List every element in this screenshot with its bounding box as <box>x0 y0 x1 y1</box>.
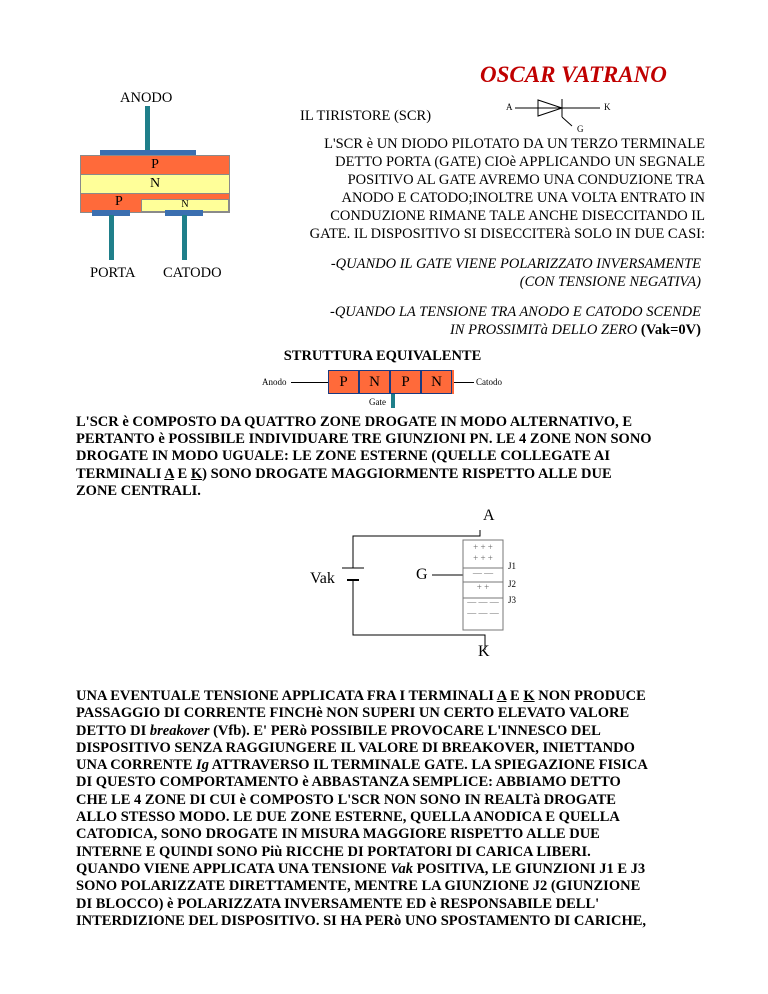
eq-gate-wire <box>391 394 395 408</box>
charges: + + + + + + — — + + — — — — — — <box>467 542 499 618</box>
case-2 <box>250 303 701 339</box>
zones-line: ZONE CENTRALI. <box>76 482 201 499</box>
eq-anode-wire <box>291 382 328 383</box>
circuit-k-label: K <box>478 643 490 660</box>
body-line: INTERDIZIONE DEL DISPOSITIVO. SI HA PERò UNO SPOSTAMENTO DI CARICHE, <box>76 912 647 929</box>
eq-cell: N <box>421 370 452 394</box>
gate-lead <box>109 215 114 260</box>
eq-cell: N <box>359 370 390 394</box>
symbol-g: G <box>577 124 584 134</box>
symbol-a: A <box>506 102 513 112</box>
body-line: ALLO STESSO MODO. LE DUE ZONE ESTERNE, QUELLA ANODICA E QUELLA <box>76 809 620 826</box>
eq-cell: P <box>390 370 421 394</box>
circuit-vak-label: Vak <box>310 570 335 587</box>
eq-anode-label: Anodo <box>262 377 287 387</box>
intro-line: L'SCR è UN DIODO PILOTATO DA UN TERZO TERMINALE <box>324 136 705 152</box>
body-line: DISPOSITIVO SENZA RAGGIUNGERE IL VALORE DI BREAKOVER, INIETTANDO <box>76 739 635 756</box>
j3-label: J3 <box>508 595 517 605</box>
subtitle: IL TIRISTORE (SCR) <box>300 108 432 124</box>
body-line: UNA CORRENTE Ig ATTRAVERSO IL TERMINALE GATE. LA SPIEGAZIONE FISICA <box>76 757 648 774</box>
zones-line: L'SCR è COMPOSTO DA QUATTRO ZONE DROGATE IN MODO ALTERNATIVO, E <box>76 414 633 430</box>
body-line: INTERNE E QUINDI SONO Più RICCHE DI PORTATORI DI CARICA LIBERI. <box>76 843 591 860</box>
body-line: QUANDO VIENE APPLICATA UNA TENSIONE Vak POSITIVA, LE GIUNZIONI J1 E J3 <box>76 860 646 877</box>
body-line: UNA EVENTUALE TENSIONE APPLICATA FRA I TERMINALI A E K NON PRODUCE <box>76 688 646 704</box>
case-1-line: -QUANDO IL GATE VIENE POLARIZZATO INVERSAMENTE <box>330 256 701 272</box>
body-line: DI QUESTO COMPORTAMENTO è ABBASTANZA SEMPLICE: ABBIAMO DETTO <box>76 774 621 791</box>
intro-line: POSITIVO AL GATE AVREMO UNA CONDUZIONE TRA <box>347 172 705 188</box>
gate-label: PORTA <box>90 265 136 281</box>
body-line: SONO POLARIZZATE DIRETTAMENTE, MENTRE LA GIUNZIONE J2 (GIUNZIONE <box>76 878 641 895</box>
layer-n-mid: N <box>80 174 230 194</box>
intro-line: GATE. IL DISPOSITIVO SI DISECCITERà SOLO IN DUE CASI: <box>309 226 705 242</box>
body-line: DETTO DI breakover (Vfb). E' PERò POSSIBILE PROVOCARE L'INNESCO DEL <box>76 722 601 739</box>
j1-label: J1 <box>508 561 517 571</box>
zones-paragraph <box>76 414 706 500</box>
layer-n-small: N <box>141 199 229 212</box>
zones-line: DROGATE IN MODO UGUALE: LE ZONE ESTERNE (QUELLE COLLEGATE AI <box>76 448 611 465</box>
body-line: CHE LE 4 ZONE DI CUI è COMPOSTO L'SCR NON SONO IN REALTà DROGATE <box>76 791 616 808</box>
cathode-label: CATODO <box>163 265 222 281</box>
case-2-italic: IN PROSSIMITà DELLO ZERO <box>449 322 641 338</box>
equivalent-title: STRUTTURA EQUIVALENTE <box>283 348 482 364</box>
body-paragraph <box>76 688 706 930</box>
layer-p-top: P <box>80 155 230 175</box>
symbol-k: K <box>604 102 611 112</box>
eq-cathode-wire <box>454 382 474 383</box>
vak-zero: (Vak=0V) <box>640 322 701 338</box>
scr-symbol <box>500 96 620 136</box>
eq-cell: P <box>328 370 359 394</box>
case-2-line <box>250 321 701 339</box>
case-2-line: -QUANDO LA TENSIONE TRA ANODO E CATODO SCENDE <box>330 304 701 320</box>
body-line: DI BLOCCO) è POLARIZZATA INVERSAMENTE ED è RESPONSABILE DELL' <box>76 895 600 912</box>
j2-label: J2 <box>508 579 517 589</box>
layer-p-bottom: P <box>80 193 230 213</box>
case-1-line: (CON TENSIONE NEGATIVA) <box>519 274 701 290</box>
intro-paragraph <box>250 135 705 243</box>
body-line: PASSAGGIO DI CORRENTE FINCHè NON SUPERI UN CERTO ELEVATO VALORE <box>76 705 630 722</box>
author-title: OSCAR VATRANO <box>480 62 667 87</box>
anode-label: ANODO <box>120 90 173 106</box>
circuit-a-label: A <box>483 507 495 524</box>
circuit-g-label: G <box>416 566 428 583</box>
intro-line: ANODO E CATODO;INOLTRE UNA VOLTA ENTRATO IN <box>341 190 705 206</box>
case-1 <box>250 255 701 291</box>
cathode-lead <box>182 215 187 260</box>
eq-gate-label: Gate <box>369 397 386 407</box>
eq-cathode-label: Catodo <box>476 377 502 387</box>
zones-line: PERTANTO è POSSIBILE INDIVIDUARE TRE GIUNZIONI PN. LE 4 ZONE NON SONO <box>76 431 652 448</box>
scr-symbol-icon <box>500 96 620 136</box>
circuit-diagram <box>300 500 530 670</box>
anode-lead <box>145 106 150 154</box>
body-line: CATODICA, SONO DROGATE IN MISURA MAGGIORE RISPETTO ALLE DUE <box>76 826 600 843</box>
intro-line: DETTO PORTA (GATE) CIOè APPLICANDO UN SEGNALE <box>335 154 705 170</box>
zones-line: TERMINALI A E K) SONO DROGATE MAGGIORMENTE RISPETTO ALLE DUE <box>76 465 612 482</box>
intro-line: CONDUZIONE RIMANE TALE ANCHE DISECCITANDO IL <box>330 208 705 224</box>
equivalent-structure <box>328 370 454 394</box>
